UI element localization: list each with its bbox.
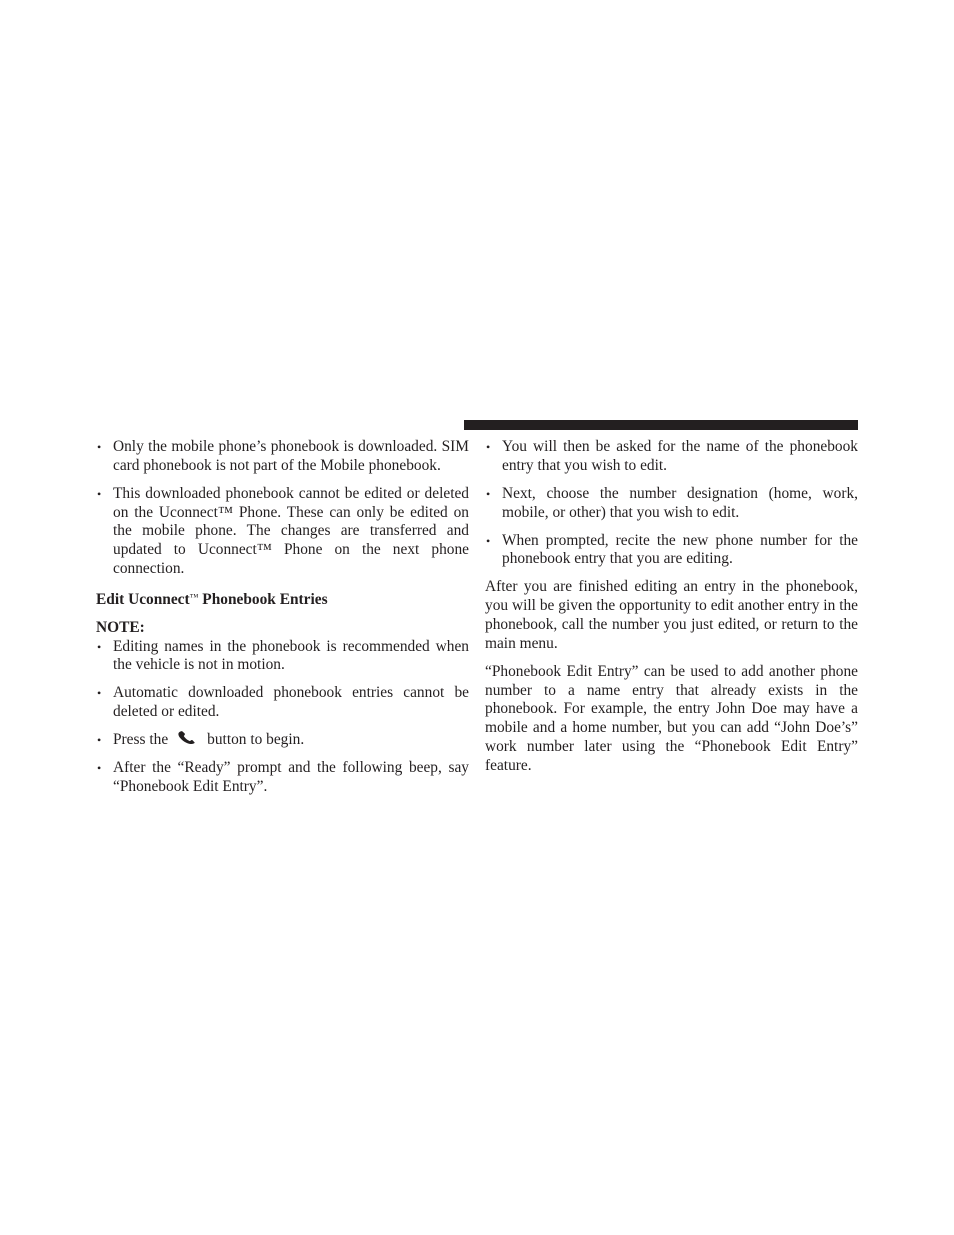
- press-text: Press the: [113, 731, 169, 749]
- bullet-list-note: [96, 638, 469, 797]
- list-item: • Only the mobile phone’s phonebook is downloaded. SIM card phonebook is not part of the Mobile phonebook.: [96, 438, 469, 476]
- list-item-press: [96, 731, 469, 750]
- bullet-list-edit-steps: [485, 438, 858, 569]
- trademark-mark: ™: [189, 591, 199, 602]
- paragraph-phonebook-edit-entry: “Phonebook Edit Entry” can be used to add another phone number to a name entry that already exists in the phonebook. For example, the entry John Doe may have a mobile and a home number, but you can add “John Doe’s” work number later using the “Phonebook Edit Entry” feature.: [485, 662, 858, 774]
- list-item: • After the “Ready” prompt and the following beep, say “Phonebook Edit Entry”.: [96, 759, 469, 797]
- list-item: • Automatic downloaded phonebook entries cannot be deleted or edited.: [96, 684, 469, 722]
- phone-icon: [177, 731, 199, 745]
- bullet-list-download: [96, 438, 469, 579]
- section-header-bar: [464, 420, 858, 430]
- list-item: • When prompted, recite the new phone number for the phonebook entry that you are editing.: [485, 532, 858, 570]
- list-item: • Editing names in the phonebook is recommended when the vehicle is not in motion.: [96, 638, 469, 676]
- section-heading: [96, 588, 469, 610]
- left-column: [96, 438, 469, 806]
- paragraph-after-editing: After you are finished editing an entry in the phonebook, you will be given the opportunity to edit another entry in the phonebook, call the number you just edited, or return to the main menu.: [485, 578, 858, 652]
- list-item: • You will then be asked for the name of the phonebook entry that you wish to edit.: [485, 438, 858, 476]
- right-column: [485, 438, 858, 785]
- list-item: • Next, choose the number designation (home, work, mobile, or other) that you wish to edit.: [485, 485, 858, 523]
- heading-prefix: Edit Uconnect: [96, 590, 190, 608]
- press-text-after: button to begin.: [207, 731, 305, 749]
- heading-suffix: Phonebook Entries: [198, 590, 328, 608]
- list-item: • This downloaded phonebook cannot be edited or deleted on the Uconnect™ Phone. These can only be edited on the mobile phone. The changes are transferred and updated to Uconnect™ Phone on the next phone connection.: [96, 485, 469, 579]
- note-label: NOTE:: [96, 618, 145, 636]
